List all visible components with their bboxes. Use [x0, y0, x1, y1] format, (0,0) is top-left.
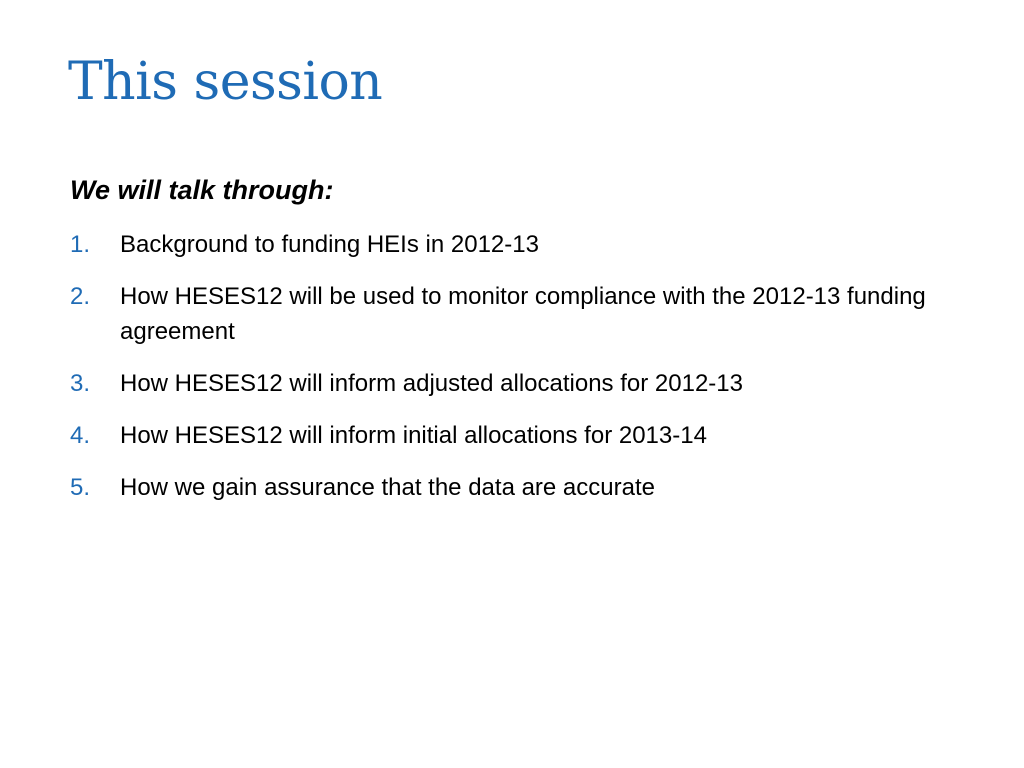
- agenda-item-number: 4.: [70, 422, 91, 449]
- agenda-item-text: How HESES12 will inform adjusted allocations for 2012-13: [120, 370, 743, 397]
- agenda-item: [70, 227, 970, 262]
- agenda-item-number: 3.: [70, 370, 91, 397]
- agenda-item-number: 1.: [70, 231, 91, 258]
- agenda-item: [70, 366, 970, 401]
- agenda-item-text: How we gain assurance that the data are accurate: [120, 474, 655, 501]
- slide-title: This session: [68, 52, 383, 112]
- agenda-item-number: 5.: [70, 474, 91, 501]
- agenda-item-text: Background to funding HEIs in 2012-13: [120, 231, 539, 258]
- agenda-list: [70, 227, 970, 522]
- slide-intro: We will talk through:: [70, 175, 334, 205]
- agenda-item: [70, 279, 970, 349]
- agenda-item-text: How HESES12 will inform initial allocations for 2013-14: [120, 422, 707, 449]
- agenda-item-number: 2.: [70, 283, 91, 310]
- agenda-item-text: How HESES12 will be used to monitor compliance with the 2012-13 funding agreement: [120, 283, 926, 345]
- agenda-item: [70, 418, 970, 453]
- agenda-item: [70, 470, 970, 505]
